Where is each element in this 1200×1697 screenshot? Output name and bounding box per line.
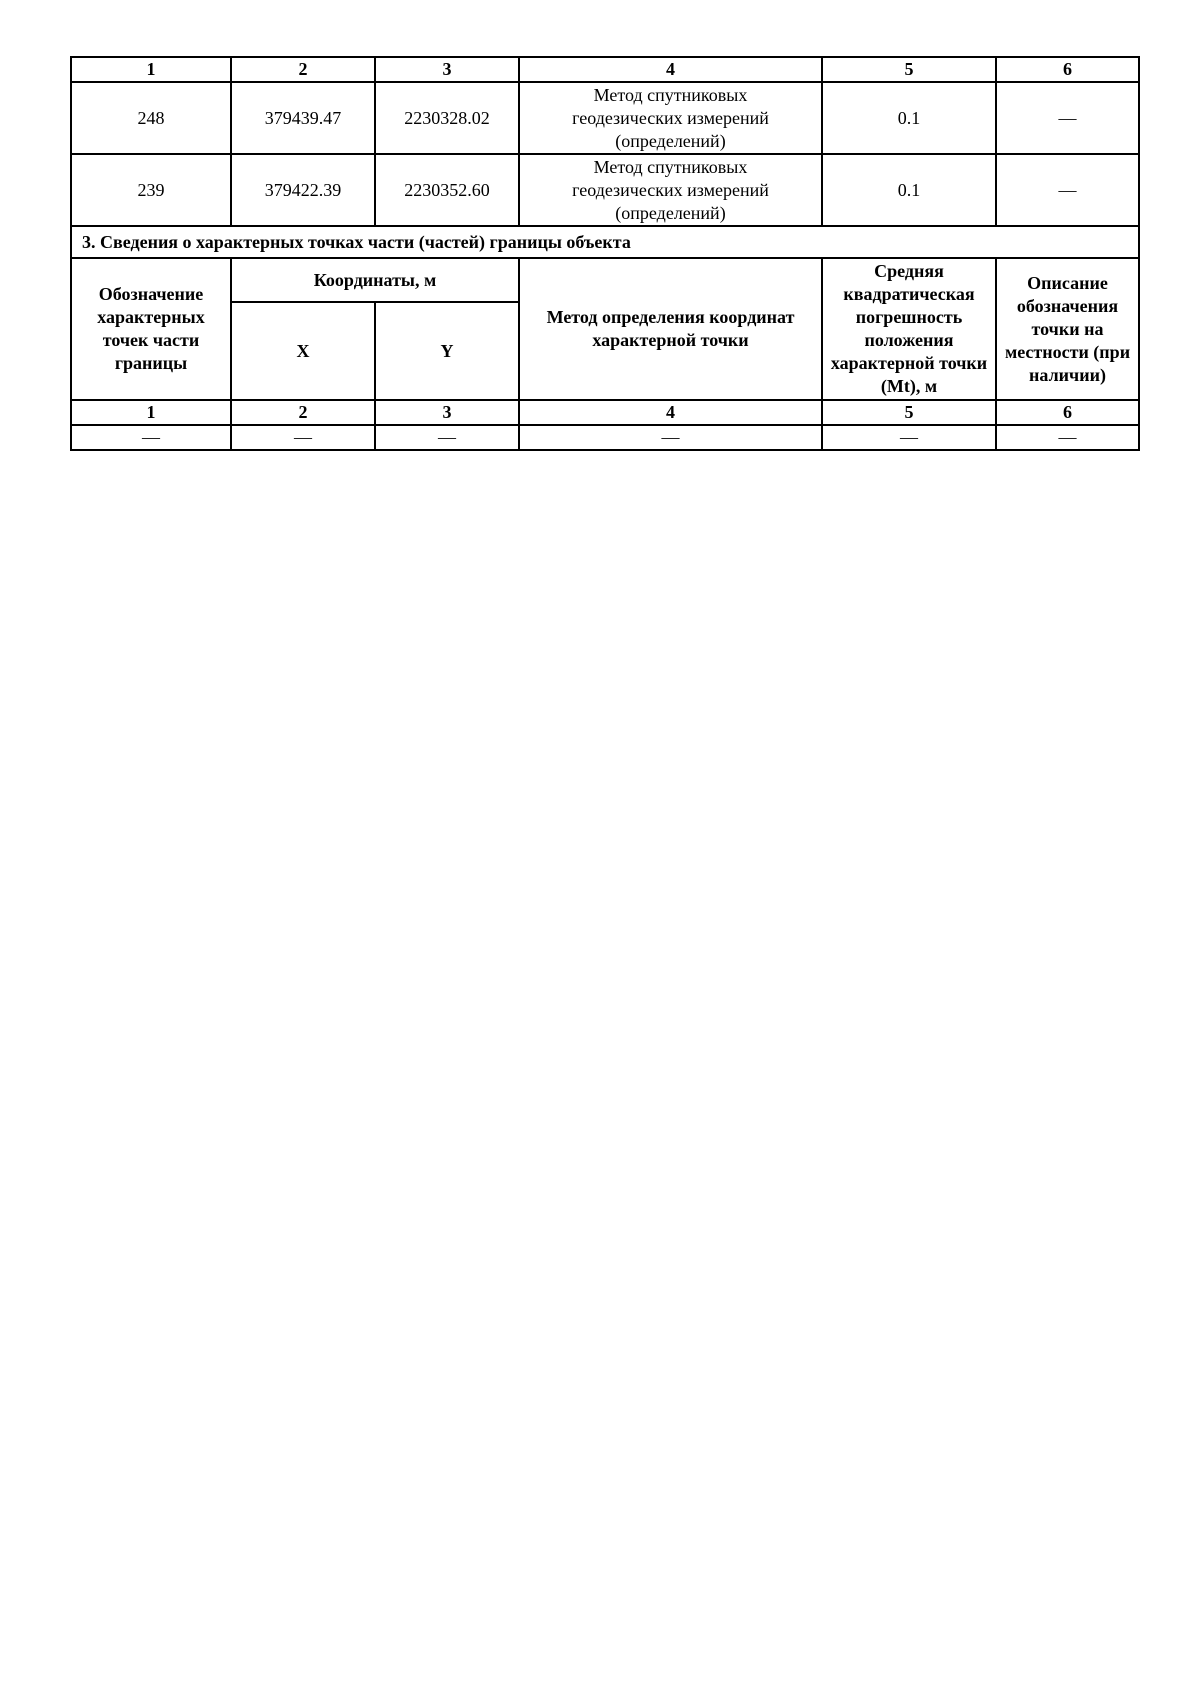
method-line: (определений) (615, 202, 726, 223)
header-x: X (231, 302, 375, 400)
header-designation: Обозначение характерных точек части границы (71, 258, 231, 400)
method-line: (определений) (615, 130, 726, 151)
table-row (71, 82, 1139, 154)
table-row (71, 154, 1139, 226)
method-cell (519, 154, 822, 226)
col-number: 4 (519, 400, 822, 425)
characteristic-points-table (70, 56, 1140, 451)
col-number: 1 (71, 400, 231, 425)
method-line: Метод спутниковых (593, 84, 748, 105)
column-numbers-row (71, 400, 1139, 425)
col-number: 3 (375, 400, 519, 425)
mean-square-error: 0.1 (822, 154, 996, 226)
point-description: — (996, 82, 1139, 154)
col-number: 5 (822, 400, 996, 425)
point-description: — (996, 154, 1139, 226)
header-error: Средняя квадратическая погрешность положения характерной точки (Mt), м (822, 258, 996, 400)
col-number: 6 (996, 57, 1139, 82)
header-coordinates: Координаты, м (231, 258, 519, 302)
coordinate-x: 379422.39 (231, 154, 375, 226)
col-number: 5 (822, 57, 996, 82)
col-number: 2 (231, 57, 375, 82)
header-description: Описание обозначения точки на местности (при наличии) (996, 258, 1139, 400)
col-number: 2 (231, 400, 375, 425)
empty-cell: — (231, 425, 375, 450)
col-number: 4 (519, 57, 822, 82)
mean-square-error: 0.1 (822, 82, 996, 154)
empty-cell: — (519, 425, 822, 450)
empty-cell: — (375, 425, 519, 450)
empty-cell: — (822, 425, 996, 450)
section-title: 3. Сведения о характерных точках части (частей) границы объекта (71, 226, 1139, 258)
column-numbers-row (71, 57, 1139, 82)
header-method: Метод определения координат характерной точки (519, 258, 822, 400)
coordinate-y: 2230352.60 (375, 154, 519, 226)
col-number: 6 (996, 400, 1139, 425)
document-page (70, 56, 1138, 451)
method-line: геодезических измерений (572, 107, 769, 128)
empty-cell: — (996, 425, 1139, 450)
section-title-row (71, 226, 1139, 258)
coordinate-x: 379439.47 (231, 82, 375, 154)
header-row (71, 258, 1139, 302)
col-number: 3 (375, 57, 519, 82)
empty-cell: — (71, 425, 231, 450)
col-number: 1 (71, 57, 231, 82)
method-line: Метод спутниковых (593, 156, 748, 177)
coordinate-y: 2230328.02 (375, 82, 519, 154)
point-designation: 248 (71, 82, 231, 154)
method-cell (519, 82, 822, 154)
header-y: Y (375, 302, 519, 400)
method-line: геодезических измерений (572, 179, 769, 200)
table-row (71, 425, 1139, 450)
point-designation: 239 (71, 154, 231, 226)
